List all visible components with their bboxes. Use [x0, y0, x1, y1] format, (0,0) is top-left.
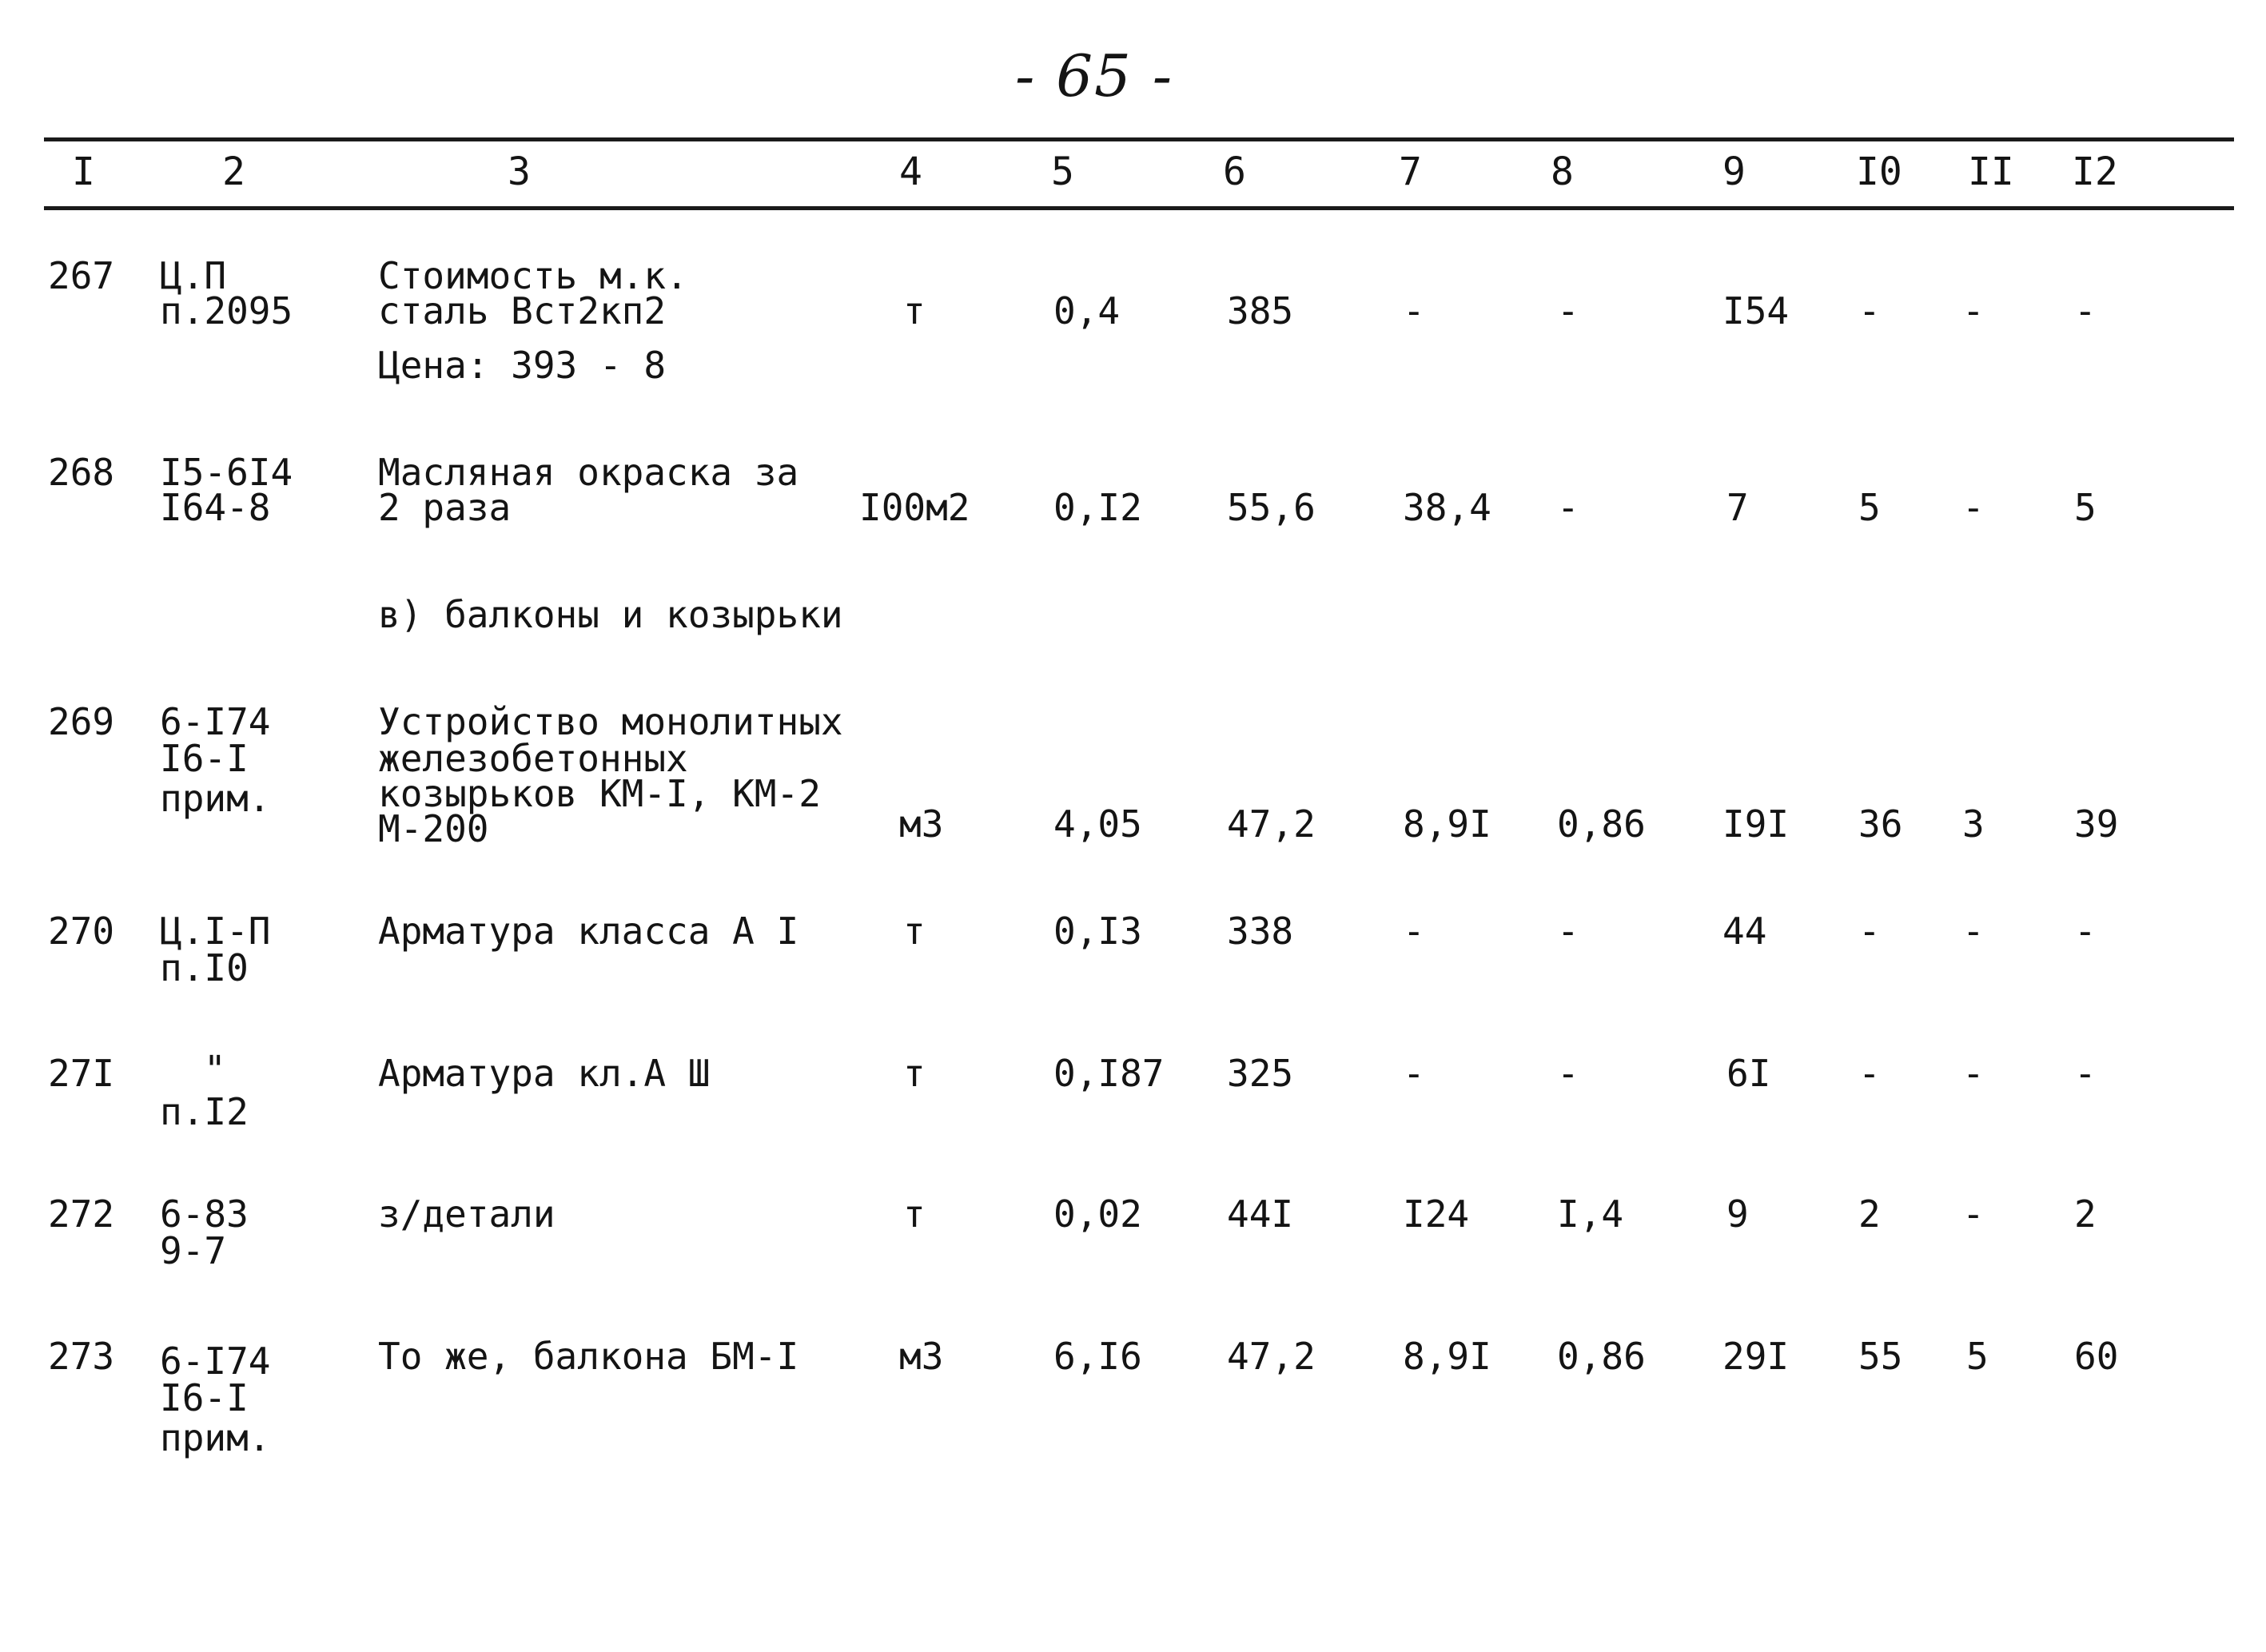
- row-267-price-note: Цена: 393 - 8: [378, 344, 667, 387]
- row-268-col7: 38,4: [1403, 486, 1491, 529]
- row-267-code-1: Ц.П: [160, 254, 227, 297]
- row-273-col8: 0,86: [1557, 1335, 1646, 1378]
- row-273-col5: 6,I6: [1053, 1335, 1142, 1378]
- row-269-desc-4: М-200: [378, 807, 489, 850]
- row-270-col9: 44: [1722, 910, 1767, 953]
- row-268-col10: 5: [1858, 486, 1881, 529]
- row-272-code-1: 6-83: [160, 1192, 249, 1236]
- row-268-col11: -: [1962, 486, 1985, 529]
- row-267-col10: -: [1858, 289, 1881, 332]
- row-268-col6: 55,6: [1227, 486, 1316, 529]
- row-267-desc-1: Стоимость м.к.: [378, 254, 688, 297]
- row-269-desc-1: Устройство монолитных: [378, 700, 843, 743]
- row-267-col6: 385: [1227, 289, 1294, 332]
- header-col-6: 6: [1223, 149, 1246, 194]
- row-267-col11: -: [1962, 289, 1985, 332]
- row-269-code-1: 6-I74: [160, 700, 271, 743]
- row-267-col9: I54: [1722, 289, 1790, 332]
- row-269-code-2: I6-I: [160, 737, 249, 780]
- row-273-col7: 8,9I: [1403, 1335, 1491, 1378]
- row-273-unit: м3: [899, 1335, 944, 1378]
- row-268-col12: 5: [2074, 486, 2097, 529]
- row-270-col5: 0,I3: [1053, 910, 1142, 953]
- row-271-col9: 6I: [1726, 1052, 1771, 1095]
- row-273-code-2: I6-I: [160, 1376, 249, 1419]
- row-272-col7: I24: [1403, 1192, 1470, 1236]
- row-268-code-2: I64-8: [160, 486, 271, 529]
- row-272-code-2: 9-7: [160, 1229, 227, 1272]
- row-268-unit: I00м2: [859, 486, 970, 529]
- header-col-5: 5: [1051, 149, 1074, 194]
- row-267-col8: -: [1557, 289, 1579, 332]
- row-272-desc-1: з/детали: [378, 1192, 556, 1236]
- row-270-code-2: п.I0: [160, 946, 249, 989]
- row-271-col5: 0,I87: [1053, 1052, 1165, 1095]
- row-270-col12: -: [2074, 910, 2097, 953]
- header-col-2: 2: [222, 149, 245, 194]
- row-268-desc-1: Масляная окраска за: [378, 451, 799, 494]
- row-272-col11: -: [1962, 1192, 1985, 1236]
- row-272-col12: 2: [2074, 1192, 2097, 1236]
- row-267-code-2: п.2095: [160, 289, 293, 332]
- row-269-col6: 47,2: [1227, 802, 1316, 846]
- row-272-col9: 9: [1726, 1192, 1749, 1236]
- row-271-col10: -: [1858, 1052, 1881, 1095]
- row-269-col7: 8,9I: [1403, 802, 1491, 846]
- header-col-12: I2: [2072, 149, 2118, 194]
- row-269-col10: 36: [1858, 802, 1903, 846]
- row-271-desc-1: Арматура кл.А Ш: [378, 1052, 711, 1095]
- row-269-desc-2: железобетонных: [378, 737, 688, 780]
- row-271-code-1: ": [204, 1048, 226, 1091]
- row-270-col10: -: [1858, 910, 1881, 953]
- row-268-col5: 0,I2: [1053, 486, 1142, 529]
- row-270-number: 270: [48, 910, 115, 953]
- row-270-unit: т: [903, 910, 926, 953]
- row-273-col9: 29I: [1722, 1335, 1790, 1378]
- header-col-1: I: [72, 149, 95, 194]
- table-header-rule: [44, 206, 2234, 210]
- row-272-col8: I,4: [1557, 1192, 1624, 1236]
- row-271-code-2: п.I2: [160, 1090, 249, 1133]
- row-273-col11: 5: [1966, 1335, 1989, 1378]
- row-270-col6: 338: [1227, 910, 1294, 953]
- row-269-number: 269: [48, 700, 115, 743]
- row-267-unit: т: [903, 289, 926, 332]
- row-270-col11: -: [1962, 910, 1985, 953]
- row-272-unit: т: [903, 1192, 926, 1236]
- row-267-desc-2: сталь Вст2кп2: [378, 289, 667, 332]
- row-267-col12: -: [2074, 289, 2097, 332]
- row-271-col8: -: [1557, 1052, 1579, 1095]
- row-270-desc-1: Арматура класса А I: [378, 910, 799, 953]
- row-269-col8: 0,86: [1557, 802, 1646, 846]
- header-col-8: 8: [1551, 149, 1574, 194]
- row-269-unit: м3: [899, 802, 944, 846]
- row-269-col12: 39: [2074, 802, 2119, 846]
- header-col-9: 9: [1722, 149, 1746, 194]
- row-273-col6: 47,2: [1227, 1335, 1316, 1378]
- table-top-rule: [44, 137, 2234, 141]
- row-273-col10: 55: [1858, 1335, 1903, 1378]
- header-col-4: 4: [899, 149, 922, 194]
- row-273-number: 273: [48, 1335, 115, 1378]
- header-col-3: 3: [508, 149, 531, 194]
- row-270-code-1: Ц.I-П: [160, 910, 271, 953]
- row-269-col11: 3: [1962, 802, 1985, 846]
- row-268-col9: 7: [1726, 486, 1749, 529]
- row-271-col12: -: [2074, 1052, 2097, 1095]
- row-269-col9: I9I: [1722, 802, 1790, 846]
- row-272-col6: 44I: [1227, 1192, 1294, 1236]
- row-271-col7: -: [1403, 1052, 1425, 1095]
- header-col-7: 7: [1399, 149, 1422, 194]
- row-273-code-3: прим.: [160, 1416, 271, 1459]
- row-269-desc-3: козырьков КМ-I, КМ-2: [378, 772, 821, 815]
- row-272-number: 272: [48, 1192, 115, 1236]
- page-number: - 65 -: [1015, 42, 1174, 109]
- header-col-10: I0: [1856, 149, 1902, 194]
- header-col-11: II: [1968, 149, 2014, 194]
- row-271-number: 27I: [48, 1052, 115, 1095]
- row-269-code-3: прим.: [160, 777, 271, 820]
- row-273-col12: 60: [2074, 1335, 2119, 1378]
- row-271-unit: т: [903, 1052, 926, 1095]
- row-268-number: 268: [48, 451, 115, 494]
- row-272-col10: 2: [1858, 1192, 1881, 1236]
- row-270-col7: -: [1403, 910, 1425, 953]
- row-271-col11: -: [1962, 1052, 1985, 1095]
- row-269-col5: 4,05: [1053, 802, 1142, 846]
- row-271-col6: 325: [1227, 1052, 1294, 1095]
- row-270-col8: -: [1557, 910, 1579, 953]
- row-268-col8: -: [1557, 486, 1579, 529]
- row-267-col5: 0,4: [1053, 289, 1121, 332]
- row-273-code-1: 6-I74: [160, 1340, 271, 1383]
- row-268-code-1: I5-6I4: [160, 451, 293, 494]
- row-272-col5: 0,02: [1053, 1192, 1142, 1236]
- section-heading: в) балконы и козырьки: [378, 593, 843, 636]
- row-267-col7: -: [1403, 289, 1425, 332]
- row-273-desc-1: То же, балкона БМ-I: [378, 1335, 799, 1378]
- row-268-desc-2: 2 раза: [378, 486, 512, 529]
- row-267-number: 267: [48, 254, 115, 297]
